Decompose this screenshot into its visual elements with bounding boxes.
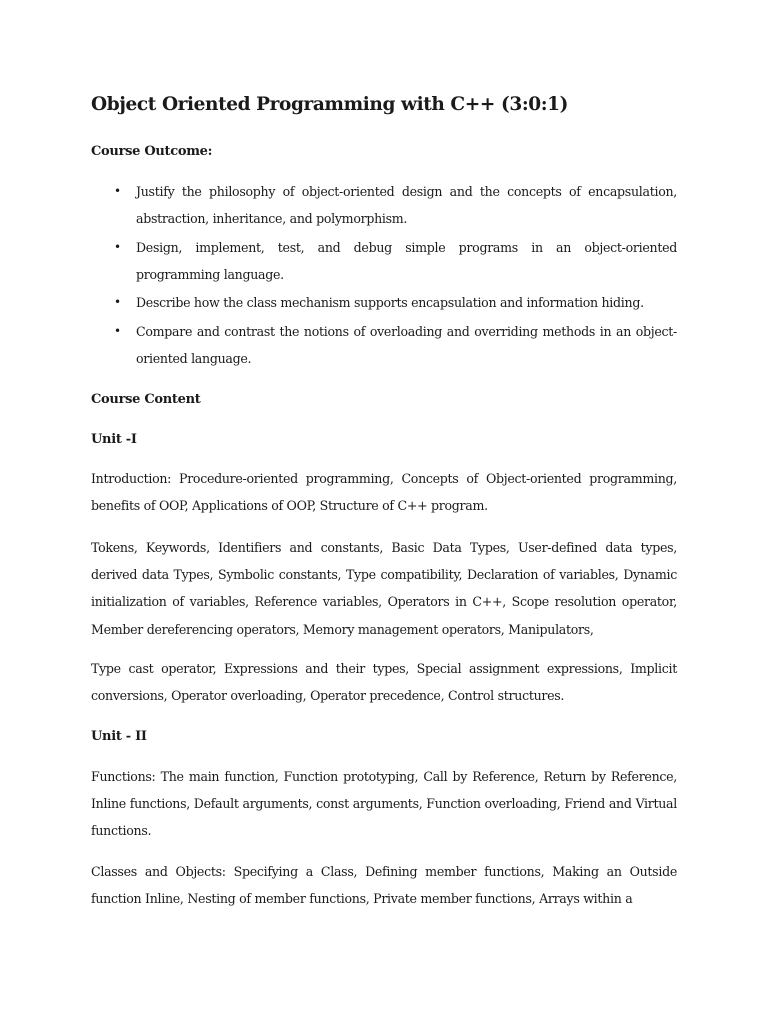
bullet-icon: • [114,324,122,338]
unit-1-paragraph: Tokens, Keywords, Identifiers and constants, Basic Data Types, User-defined data types, derived data Types, Symbolic constants, Type compatibility, Declaration of variables, Dynamic initialization of variables, Reference variables, Operators in C++, Scope resolution operator, Member dereferencing operators, Memory management operators, Manipulators, [91,540,677,637]
unit-1-paragraph: Type cast operator, Expressions and their types, Special assignment expressions, Implicit conversions, Operator overloading, Operator precedence, Control structures. [91,661,677,704]
list-item: Describe how the class mechanism supports encapsulation and information hiding. [136,295,644,310]
page-title: Object Oriented Programming with C++ (3:0:1) [91,94,568,115]
unit-2-paragraph: Classes and Objects: Specifying a Class, Defining member functions, Making an Outside function Inline, Nesting of member functions, Private member functions, Arrays within a [91,864,677,907]
course-content-heading: Course Content [91,392,201,407]
bullet-icon: • [114,240,122,254]
unit-2-heading: Unit - II [91,729,147,744]
unit-1-paragraph: Introduction: Procedure-oriented programming, Concepts of Object-oriented programming, benefits of OOP, Applications of OOP, Structure of C++ program. [91,471,677,514]
list-item: Justify the philosophy of object-oriented design and the concepts of encapsulation, abstraction, inheritance, and polymorphism. [136,184,677,227]
list-item: Compare and contrast the notions of overloading and overriding methods in an object-oriented language. [136,324,677,367]
bullet-icon: • [114,184,122,198]
unit-1-heading: Unit -I [91,432,137,447]
course-outcome-heading: Course Outcome: [91,144,213,159]
list-item: Design, implement, test, and debug simple programs in an object-oriented programming language. [136,240,677,283]
bullet-icon: • [114,295,122,309]
unit-2-paragraph: Functions: The main function, Function prototyping, Call by Reference, Return by Reference, Inline functions, Default arguments, const arguments, Function overloading, Friend and Virtual functions. [91,769,677,839]
